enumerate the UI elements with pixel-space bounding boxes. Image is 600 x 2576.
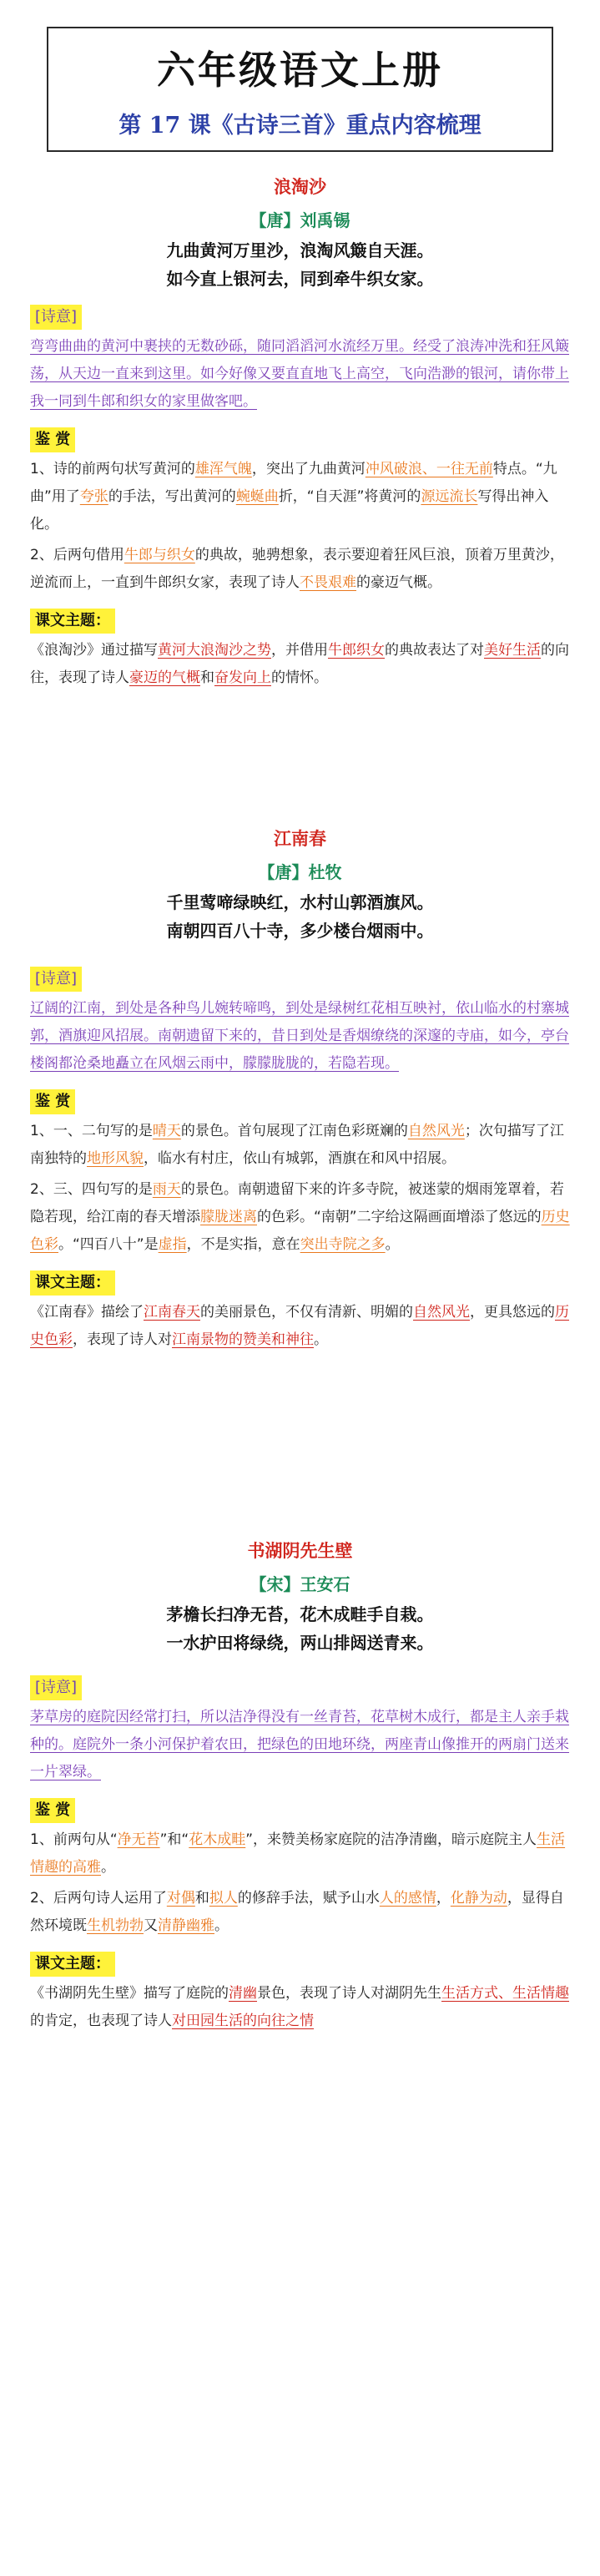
highlight-keyword: 对田园生活的向往之情 — [172, 2013, 314, 2029]
text-run: ，突出了九曲黄河 — [251, 461, 366, 477]
text-run: ，更具悠远的 — [470, 1304, 555, 1321]
highlight-keyword: 不畏艰难 — [300, 574, 356, 591]
poem-lines — [30, 888, 570, 945]
highlight-keyword: 夸张 — [79, 488, 108, 505]
poem-author: 【宋】王安石 — [250, 1574, 350, 1594]
appreciation-para — [30, 1176, 570, 1259]
text-run: 的手法，写出黄河的 — [108, 488, 236, 505]
highlight-keyword: 历史色彩 — [30, 1209, 570, 1253]
highlight-keyword: 牛郎与织女 — [124, 547, 195, 563]
highlight-keyword: 清静幽雅 — [158, 1917, 214, 1934]
highlight-keyword: 花木成畦 — [189, 1831, 246, 1848]
text-run: ，显得自然环境既 — [30, 1890, 564, 1934]
highlight-keyword: 牛郎织女 — [328, 642, 385, 659]
poem-meaning: 辽阔的江南，到处是各种鸟儿婉转啼鸣，到处是绿树红花相互映衬，依山临水的村寨城郭，酒旗迎风招展。南朝遗留下来的，昔日到处是香烟缭绕的深邃的寺庙，如今，亭台楼阁都沧桑地矗立在风烟云雨中，朦朦胧胧的，若隐若现。 — [30, 1000, 569, 1072]
label-theme: 课文主题： — [30, 1952, 115, 1977]
highlight-keyword: 雨天 — [152, 1181, 181, 1198]
label-jianshang: 鉴 赏 — [30, 1089, 75, 1114]
text-run: 。 — [314, 1331, 328, 1348]
theme-text — [30, 1980, 570, 2035]
label-shiyi: [诗意] — [30, 967, 82, 992]
highlight-keyword: 突出寺院之多 — [300, 1236, 386, 1253]
theme-text — [30, 1299, 570, 1354]
text-run: 写得出神入化。 — [30, 488, 549, 533]
text-run: 《书湖阴先生壁》描写了庭院的 — [30, 1985, 229, 2002]
highlight-keyword: 朦胧迷离 — [200, 1209, 257, 1225]
highlight-keyword: 豪迈的气概 — [129, 669, 200, 686]
text-run: ”，来赞美杨家庭院的洁净清幽，暗示庭院主人 — [245, 1831, 537, 1848]
text-run: ，并借用 — [271, 642, 328, 659]
text-run: ， — [436, 1890, 451, 1907]
poem-title: 浪淘沙 — [274, 176, 326, 197]
highlight-keyword: 自然风光 — [413, 1304, 470, 1321]
page-subtitle: 第 17 课《古诗三首》重点内容梳理 — [118, 112, 482, 139]
label-shiyi: [诗意] — [30, 305, 82, 330]
poem-section-langtaosha — [30, 174, 570, 692]
poem-author: 【唐】杜牧 — [258, 862, 342, 882]
text-run: 2、后两句诗人运用了 — [30, 1890, 167, 1907]
text-run: 2、后两句借用 — [30, 547, 124, 563]
text-run: 1、前两句从“ — [30, 1831, 118, 1848]
highlight-keyword: 地形风貌 — [87, 1150, 144, 1167]
text-run: 的肯定，也表现了诗人 — [30, 2013, 172, 2029]
text-run: 的色彩。“南朝”二字给这隔画面增添了悠远的 — [257, 1209, 542, 1225]
highlight-keyword: 冲风破浪、一往无前 — [365, 461, 493, 477]
appreciation-para — [30, 542, 570, 597]
poem-lines — [30, 236, 570, 293]
poem-line: 茅檐长扫净无苔，花木成畦手自栽。 — [166, 1604, 434, 1624]
poem-meaning: 茅草房的庭院因经常打扫，所以洁净得没有一丝青苔，花草树木成行，都是主人亲手栽种的。庭院外一条小河保护着农田，把绿色的田地环绕，两座青山像推开的两扇门送来一片翠绿。 — [30, 1709, 569, 1780]
text-run: 的典故，驰骋想象，表示要迎着狂风巨浪，顶着万里黄沙，逆流而上，一直到牛郎织女家，表现了诗人 — [30, 547, 564, 591]
text-run: ，不是实指，意在 — [186, 1236, 300, 1253]
poem-section-jiangnanchun — [30, 826, 570, 1354]
appreciation-para — [30, 456, 570, 538]
text-run: 特点。“九曲”用了 — [30, 461, 557, 505]
text-run: 的典故表达了对 — [385, 642, 484, 659]
highlight-keyword: 晴天 — [152, 1123, 181, 1139]
poem-lines — [30, 1600, 570, 1657]
text-run: 1、诗的前两句状写黄河的 — [30, 461, 195, 477]
text-run: 。 — [101, 1859, 115, 1876]
highlight-keyword: 人的感情 — [379, 1890, 436, 1907]
text-run: 2、三、四句写的是 — [30, 1181, 153, 1198]
poem-author: 【唐】刘禹锡 — [250, 210, 350, 230]
page — [0, 27, 600, 2035]
text-run: 景色，表现了诗人对湖阴先生 — [257, 1985, 441, 2002]
text-run: 和 — [194, 1890, 209, 1907]
text-run: ，表现了诗人对 — [73, 1331, 172, 1348]
highlight-keyword: 净无苔 — [117, 1831, 160, 1848]
label-jianshang: 鉴 赏 — [30, 1798, 75, 1823]
text-run: 的景色。南朝遗留下来的许多寺院，被迷蒙的烟雨笼罩着，若隐若现，给江南的春天增添 — [30, 1181, 564, 1225]
highlight-keyword: 拟人 — [209, 1890, 238, 1907]
text-run: 折，“自天涯”将黄河的 — [278, 488, 421, 505]
text-run: 《浪淘沙》通过描写 — [30, 642, 158, 659]
poem-title: 江南春 — [274, 828, 326, 849]
appreciation-para — [30, 1118, 570, 1173]
highlight-keyword: 美好生活 — [484, 642, 541, 659]
text-run: 《江南春》描绘了 — [30, 1304, 144, 1321]
appreciation-para — [30, 1826, 570, 1881]
text-run: 的豪迈气概。 — [356, 574, 441, 591]
highlight-keyword: 江南景物的赞美和神往 — [172, 1331, 314, 1348]
poem-line: 千里莺啼绿映红，水村山郭酒旗风。 — [166, 892, 434, 912]
poem-meaning: 弯弯曲曲的黄河中裹挟的无数砂砾，随同滔滔河水流经万里。经受了浪涛冲洗和狂风簸荡，从天边一直来到这里。如今好像又要直直地飞上高空，飞向浩渺的银河，请你带上我一同到牛郎和织女的家里做客吧。 — [30, 338, 569, 410]
highlight-keyword: 生活方式、生活情趣 — [441, 1985, 569, 2002]
page-title: 六年级语文上册 — [157, 47, 443, 93]
text-run: 。 — [214, 1917, 229, 1934]
highlight-keyword: 生活情趣的高雅 — [30, 1831, 566, 1876]
highlight-keyword: 江南春天 — [144, 1304, 200, 1321]
label-theme: 课文主题： — [30, 609, 115, 634]
poem-line: 南朝四百八十寺，多少楼台烟雨中。 — [166, 921, 434, 941]
text-run: 又 — [144, 1917, 158, 1934]
label-theme: 课文主题： — [30, 1270, 115, 1296]
highlight-keyword: 虚指 — [158, 1236, 187, 1253]
highlight-keyword: 历史色彩 — [30, 1304, 569, 1348]
poem-line: 九曲黄河万里沙，浪淘风簸自天涯。 — [166, 240, 434, 260]
text-run: 的美丽景色，不仅有清新、明媚的 — [200, 1304, 413, 1321]
text-run: 的向往，表现了诗人 — [30, 642, 569, 686]
highlight-keyword: 黄河大浪淘沙之势 — [158, 642, 271, 659]
highlight-keyword: 化静为动 — [450, 1890, 507, 1907]
poem-section-shuhuyin — [30, 1538, 570, 2035]
poem-line: 一水护田将绿绕，两山排闼送青来。 — [166, 1633, 434, 1653]
highlight-keyword: 奋发向上 — [214, 669, 271, 686]
appreciation-para — [30, 1885, 570, 1940]
label-jianshang: 鉴 赏 — [30, 427, 75, 452]
highlight-keyword: 自然风光 — [407, 1123, 465, 1139]
theme-text — [30, 637, 570, 692]
highlight-keyword: 雄浑气魄 — [194, 461, 252, 477]
text-run: 的修辞手法，赋予山水 — [237, 1890, 380, 1907]
text-run: 和 — [200, 669, 214, 686]
highlight-keyword: 对偶 — [166, 1890, 195, 1907]
text-run: 的情怀。 — [271, 669, 328, 686]
poem-title: 书湖阴先生壁 — [247, 1540, 353, 1561]
label-shiyi: [诗意] — [30, 1675, 82, 1700]
highlight-keyword: 生机勃勃 — [87, 1917, 144, 1934]
text-run: ；次句描写了江南独特的 — [30, 1123, 564, 1167]
highlight-keyword: 清幽 — [229, 1985, 257, 2002]
text-run: ”和“ — [159, 1831, 189, 1848]
poem-line: 如今直上银河去，同到牵牛织女家。 — [166, 269, 434, 289]
text-run: 。“四百八十”是 — [58, 1236, 159, 1253]
text-run: 的景色。首句展现了江南色彩斑斓的 — [180, 1123, 408, 1139]
title-box — [47, 27, 553, 152]
text-run: 。 — [385, 1236, 400, 1253]
highlight-keyword: 源远流长 — [421, 488, 478, 505]
highlight-keyword: 蜿蜒曲 — [235, 488, 279, 505]
text-run: ，临水有村庄，依山有城郭，酒旗在和风中招展。 — [144, 1150, 456, 1167]
text-run: 1、一、二句写的是 — [30, 1123, 153, 1139]
